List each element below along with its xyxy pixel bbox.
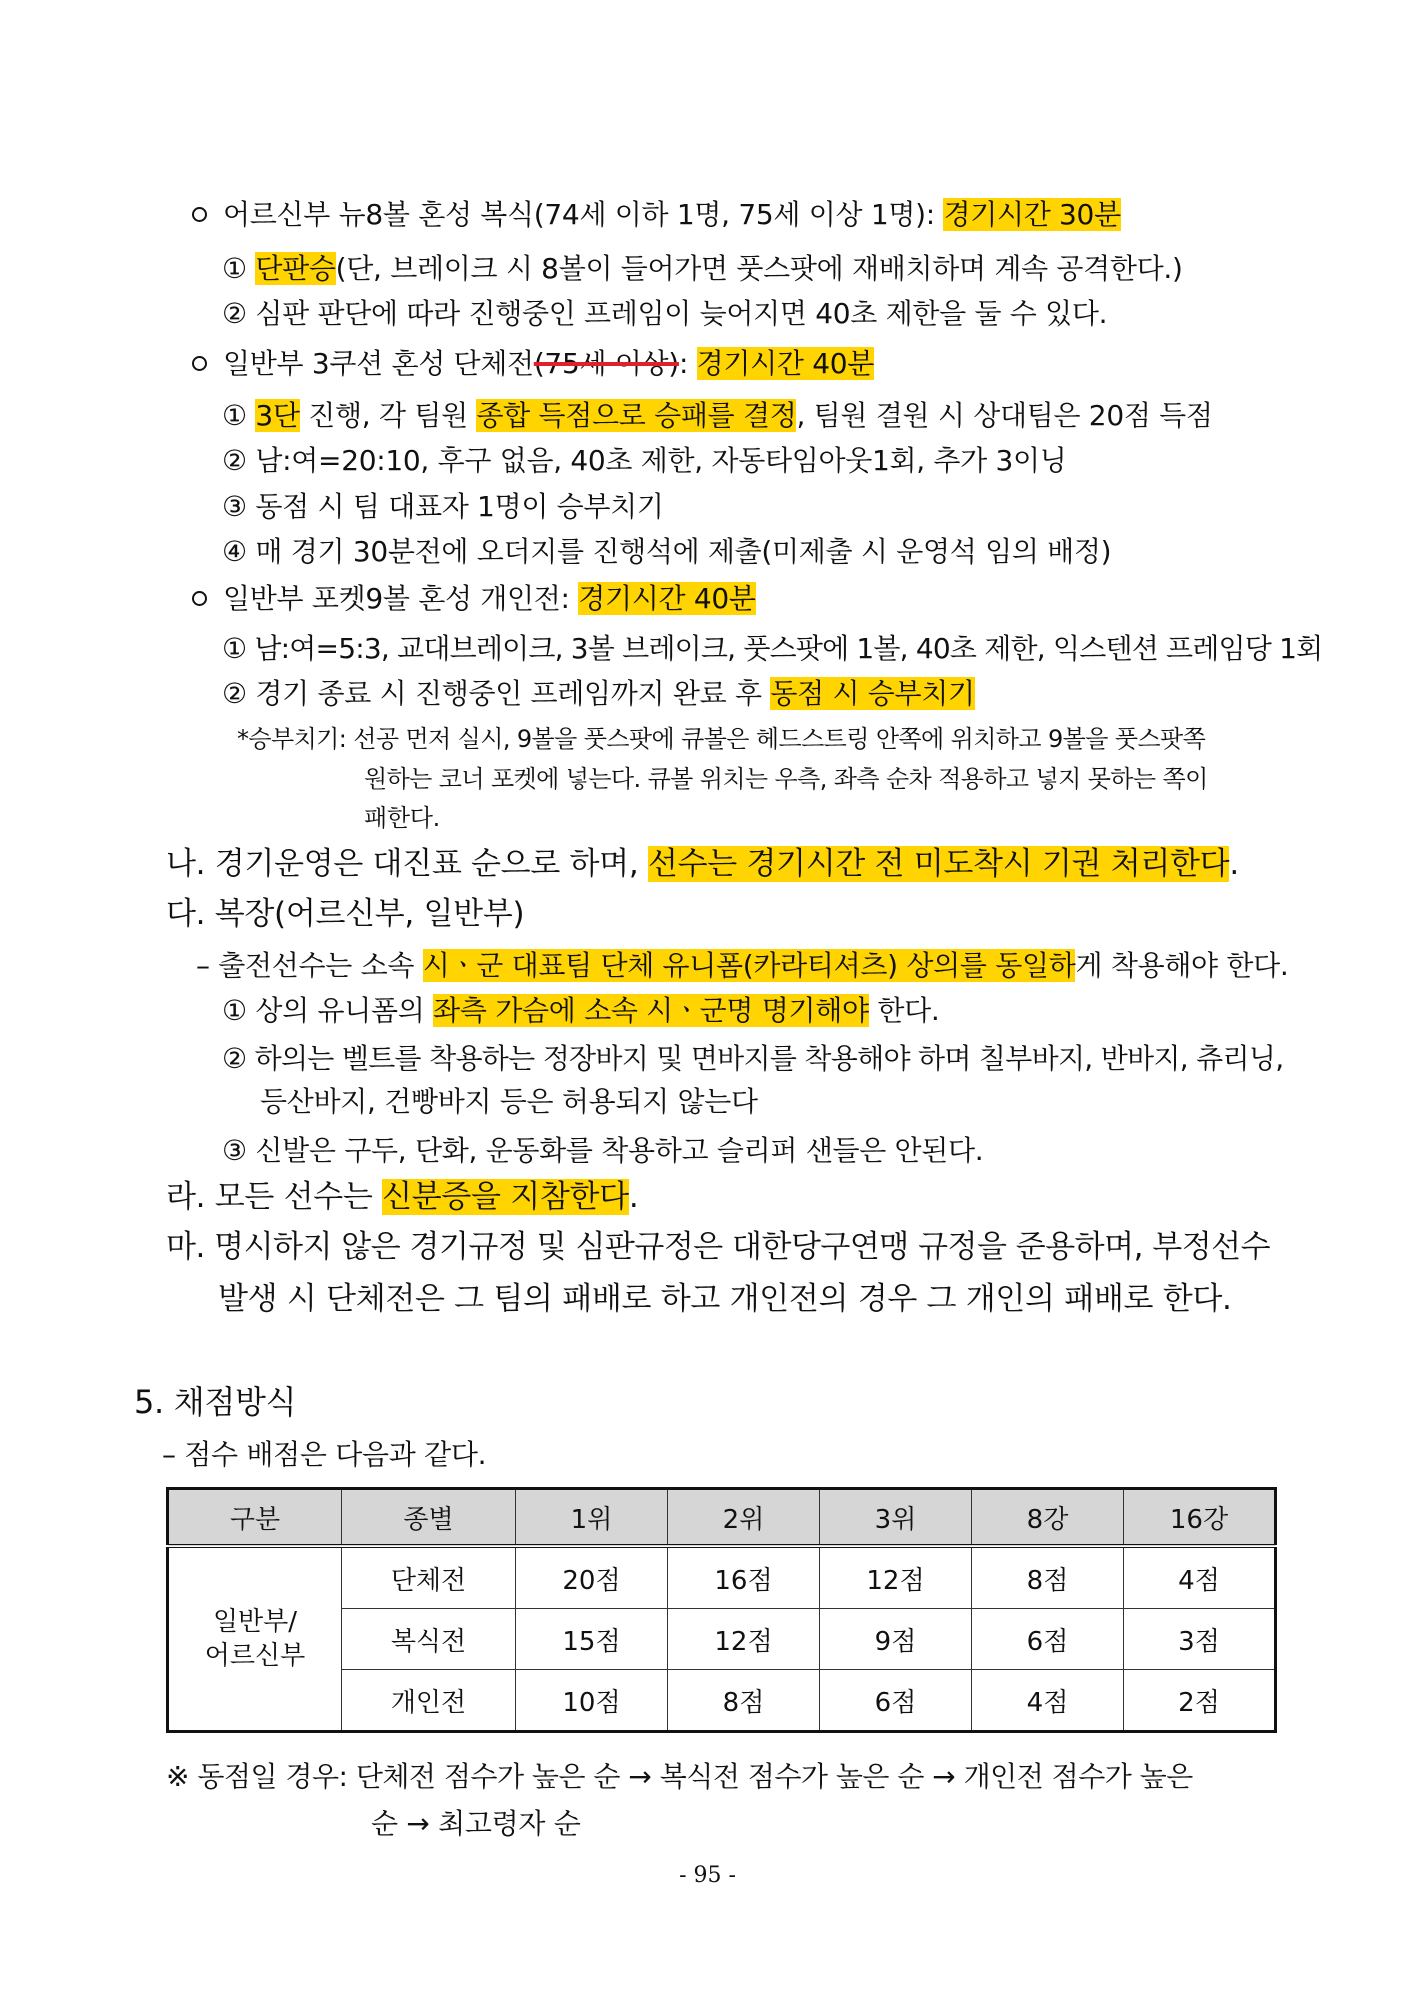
table-cell: 단체전 [342, 1546, 516, 1609]
table-cell: 4점 [1124, 1546, 1276, 1609]
para-da-title: 다. 복장(어르신부, 일반부) [166, 896, 525, 932]
para-da-item-1: ① 상의 유니폼의 좌측 가슴에 소속 시ㆍ군명 명기해야 한다. [222, 994, 940, 1027]
para-da-dash: – 출전선수는 소속 시ㆍ군 대표팀 단체 유니폼(카라티셔츠) 상의를 동일하게 착용해야 한다. [196, 949, 1289, 982]
para-da-item-3: ③ 신발은 구두, 단화, 운동화를 착용하고 슬리퍼 샌들은 안된다. [222, 1134, 984, 1167]
struck-text: (75세 이상) [533, 347, 679, 380]
table-cell: 2점 [1124, 1670, 1276, 1732]
table-header-cell: 구분 [168, 1489, 342, 1547]
table-cell: 6점 [820, 1670, 972, 1732]
general-pocket-item-1: ① 남:여=5:3, 교대브레이크, 3볼 브레이크, 풋스팟에 1볼, 40초 제한, 익스텐션 프레임당 1회 [222, 632, 1323, 665]
circle-bullet-icon [192, 356, 207, 371]
page-number: - 95 - [679, 1863, 736, 1888]
para-ma-line-1: 마. 명시하지 않은 경기규정 및 심판규정은 대한당구연맹 규정을 준용하며, 부정선수 [166, 1229, 1271, 1265]
senior-doubles-item-1: ① 단판승(단, 브레이크 시 8볼이 들어가면 풋스팟에 재배치하며 계속 공격한다.) [222, 252, 1183, 285]
section-heading-scoring: 5. 채점방식 [134, 1383, 297, 1421]
table-header-cell: 16강 [1124, 1489, 1276, 1547]
table-row [168, 1546, 1276, 1609]
table-cell: 6점 [972, 1609, 1124, 1670]
table-cell: 12점 [668, 1609, 820, 1670]
table-cell: 개인전 [342, 1670, 516, 1732]
tiebreak-note-line-2: 원하는 코너 포켓에 넣는다. 큐볼 위치는 우측, 좌측 순차 적용하고 넣지 못하는 쪽이 [364, 765, 1208, 793]
table-cell: 9점 [820, 1609, 972, 1670]
table-cell: 15점 [516, 1609, 668, 1670]
tiebreak-note-line-3: 패한다. [364, 804, 440, 832]
table-cell: 8점 [668, 1670, 820, 1732]
circle-bullet-icon [192, 591, 207, 606]
table-header-cell: 2위 [668, 1489, 820, 1547]
scoring-intro: – 점수 배점은 다음과 같다. [162, 1438, 487, 1471]
general-team-item-3: ③ 동점 시 팀 대표자 1명이 승부치기 [222, 490, 664, 523]
table-cell: 10점 [516, 1670, 668, 1732]
table-cell: 16점 [668, 1546, 820, 1609]
tie-rule-line-2: 순 → 최고령자 순 [371, 1807, 581, 1840]
table-cell: 8점 [972, 1546, 1124, 1609]
general-pocket-heading: 일반부 포켓9볼 혼성 개인전: 경기시간 40분 [192, 580, 756, 618]
table-cell: 3점 [1124, 1609, 1276, 1670]
highlight-time: 경기시간 30분 [943, 198, 1121, 231]
para-da-item-2-line-1: ② 하의는 벨트를 착용하는 정장바지 및 면바지를 착용해야 하며 칠부바지, 반바지, 츄리닝, [222, 1042, 1284, 1075]
table-cell: 20점 [516, 1546, 668, 1609]
score-table [166, 1487, 1277, 1733]
tiebreak-note-line-1: *승부치기: 선공 먼저 실시, 9볼을 풋스팟에 큐볼은 헤드스트링 안쪽에 위치하고 9볼을 풋스팟쪽 [237, 725, 1206, 753]
table-header-row [168, 1489, 1276, 1547]
circle-bullet-icon [192, 207, 207, 222]
table-header-cell: 종별 [342, 1489, 516, 1547]
para-da-item-2-line-2: 등산바지, 건빵바지 등은 허용되지 않는다 [260, 1085, 758, 1118]
senior-doubles-heading: 어르신부 뉴8볼 혼성 복식(74세 이하 1명, 75세 이상 1명): 경기시간 30분 [192, 196, 1121, 234]
general-team-heading: 일반부 3쿠션 혼성 단체전(75세 이상): 경기시간 40분 [192, 345, 874, 383]
general-team-item-4: ④ 매 경기 30분전에 오더지를 진행석에 제출(미제출 시 운영석 임의 배정) [222, 535, 1112, 568]
table-cell: 복식전 [342, 1609, 516, 1670]
senior-doubles-item-2: ② 심판 판단에 따라 진행중인 프레임이 늦어지면 40초 제한을 둘 수 있다. [222, 297, 1108, 330]
general-team-item-1: ① 3단 진행, 각 팀원 종합 득점으로 승패를 결정, 팀원 결원 시 상대팀은 20점 득점 [222, 399, 1213, 432]
para-ra: 라. 모든 선수는 신분증을 지참한다. [166, 1179, 639, 1215]
general-team-item-2: ② 남:여=20:10, 후구 없음, 40초 제한, 자동타임아웃1회, 추가 3이닝 [222, 444, 1067, 477]
tie-rule-line-1: ※ 동점일 경우: 단체전 점수가 높은 순 → 복식전 점수가 높은 순 → 개인전 점수가 높은 [166, 1760, 1193, 1793]
group-label-cell: 일반부/ 어르신부 [168, 1546, 342, 1732]
para-ma-line-2: 발생 시 단체전은 그 팀의 패배로 하고 개인전의 경우 그 개인의 패배로 한다. [218, 1281, 1232, 1317]
table-header-cell: 8강 [972, 1489, 1124, 1547]
general-pocket-item-2: ② 경기 종료 시 진행중인 프레임까지 완료 후 동점 시 승부치기 [222, 677, 975, 710]
table-cell: 4점 [972, 1670, 1124, 1732]
table-cell: 12점 [820, 1546, 972, 1609]
para-na: 나. 경기운영은 대진표 순으로 하며, 선수는 경기시간 전 미도착시 기권 처리한다. [166, 846, 1239, 882]
table-header-cell: 1위 [516, 1489, 668, 1547]
table-header-cell: 3위 [820, 1489, 972, 1547]
